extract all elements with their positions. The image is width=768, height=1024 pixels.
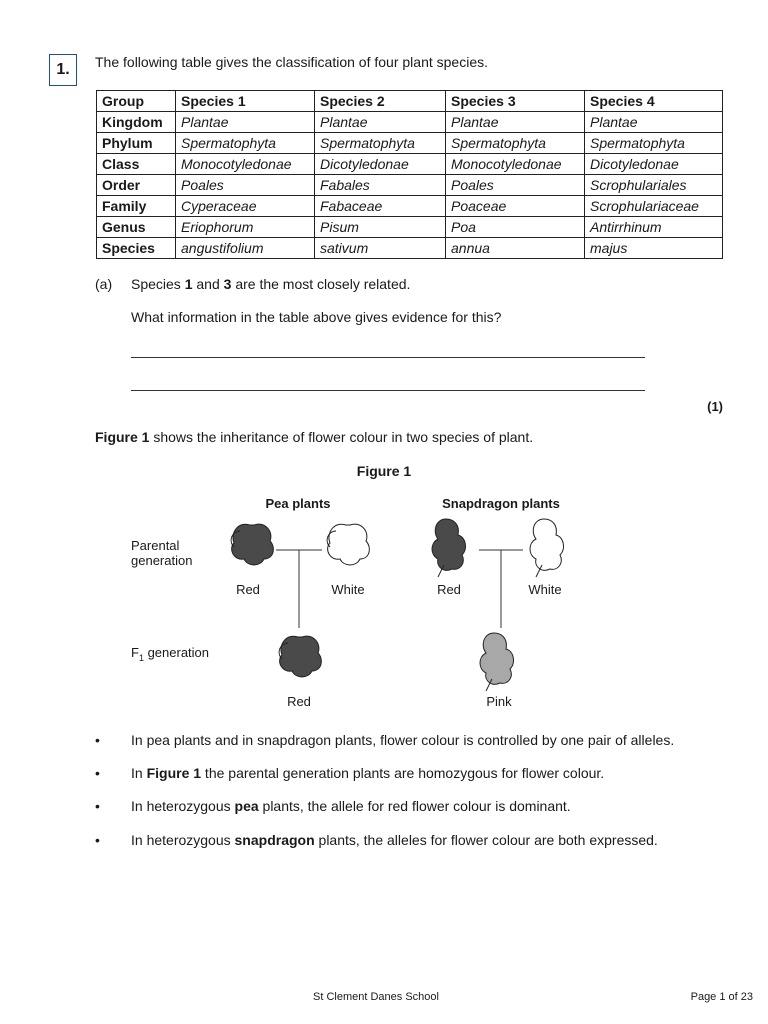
table-cell: Scrophulariaceae [585, 196, 723, 217]
bullet-text-pre: In heterozygous [131, 832, 235, 848]
bullet-item [131, 732, 674, 748]
answer-line[interactable] [131, 390, 645, 391]
pea-red-label: Red [236, 582, 260, 597]
table-row-group: Phylum [97, 133, 176, 154]
table-row-group: Order [97, 175, 176, 196]
parental-label-line1: Parental [131, 538, 180, 553]
table-cell: Spermatophyta [446, 133, 585, 154]
pea-red-flower-icon [231, 524, 273, 565]
classification-table [96, 90, 723, 259]
bullet-text-post: plants, the alleles for flower colour are both expressed. [314, 832, 658, 848]
snap-white-label: White [528, 582, 562, 597]
table-header-cell: Species 2 [315, 91, 446, 112]
f1-suffix: generation [143, 645, 210, 660]
table-row [97, 175, 723, 196]
bullet-marker: • [95, 798, 100, 814]
figure-intro [95, 429, 533, 445]
snapdragon-offspring-pink-flower-icon [480, 633, 513, 691]
part-a-statement-mid: and [192, 276, 224, 292]
table-cell: sativum [315, 238, 446, 259]
table-cell: Dicotyledonae [315, 154, 446, 175]
table-row-group: Family [97, 196, 176, 217]
table-cell: angustifolium [176, 238, 315, 259]
question-number-box: 1. [49, 54, 77, 86]
table-cell: Plantae [446, 112, 585, 133]
question-intro: The following table gives the classification of four plant species. [95, 54, 488, 70]
bullet-item [131, 765, 604, 781]
table-row [97, 112, 723, 133]
table-row-group: Class [97, 154, 176, 175]
part-a-question: What information in the table above gives evidence for this? [131, 309, 502, 325]
snapdragon-plants-heading: Snapdragon plants [442, 496, 560, 511]
part-a-statement-post: are the most closely related. [231, 276, 411, 292]
table-cell: Fabales [315, 175, 446, 196]
bullet-text-pre: In [131, 765, 147, 781]
table-cell: Poales [176, 175, 315, 196]
table-cell: Cyperaceae [176, 196, 315, 217]
part-a-statement-pre: Species [131, 276, 185, 292]
bullet-text-bold: Figure 1 [146, 765, 202, 781]
snapdragon-red-flower-icon [432, 519, 465, 577]
bullet-text-bold: pea [234, 798, 259, 814]
bullet-marker: • [95, 765, 100, 781]
table-row-group: Species [97, 238, 176, 259]
table-cell: Scrophulariales [585, 175, 723, 196]
table-header-cell: Species 1 [176, 91, 315, 112]
table-row [97, 217, 723, 238]
bullet-text-post: plants, the allele for red flower colour is dominant. [258, 798, 571, 814]
snapdragon-white-flower-icon [530, 519, 563, 577]
bullet-marker: • [95, 832, 100, 848]
table-cell: Poaceae [446, 196, 585, 217]
table-header-cell: Group [97, 91, 176, 112]
table-cell: Poa [446, 217, 585, 238]
snap-red-label: Red [437, 582, 461, 597]
table-cell: Dicotyledonae [585, 154, 723, 175]
table-row [97, 238, 723, 259]
part-a-species-1: 1 [184, 276, 193, 292]
table-row [97, 196, 723, 217]
bullet-item [131, 798, 571, 814]
figure-title: Figure 1 [356, 463, 412, 479]
pea-plants-heading: Pea plants [265, 496, 331, 511]
table-cell: Poales [446, 175, 585, 196]
part-a-label: (a) [95, 276, 113, 292]
footer-page-number: Page 1 of 23 [690, 991, 753, 1003]
table-cell: annua [446, 238, 585, 259]
f1-prefix: F [131, 645, 139, 660]
figure-ref: Figure 1 [95, 429, 150, 445]
bullet-text-pre: In pea plants and in snapdragon plants, flower colour is controlled by one pair of alleles. [131, 732, 675, 748]
parental-label-line2: generation [131, 553, 193, 568]
table-row [97, 133, 723, 154]
table-row-group: Genus [97, 217, 176, 238]
figure-intro-text: shows the inheritance of flower colour in two species of plant. [149, 429, 534, 445]
table-header-row [97, 91, 723, 112]
table-cell: Eriophorum [176, 217, 315, 238]
snap-offspring-label: Pink [486, 694, 512, 709]
f1-generation-label [131, 645, 209, 663]
marks-label: (1) [707, 399, 723, 414]
table-cell: Spermatophyta [585, 133, 723, 154]
inheritance-diagram [0, 485, 768, 715]
table-cell: Spermatophyta [315, 133, 446, 154]
table-row [97, 154, 723, 175]
bullet-text-post: the parental generation plants are homozygous for flower colour. [201, 765, 605, 781]
table-cell: Monocotyledonae [176, 154, 315, 175]
part-a-species-3: 3 [223, 276, 232, 292]
table-header-cell: Species 3 [446, 91, 585, 112]
part-a-statement [131, 276, 410, 292]
pea-white-label: White [331, 582, 365, 597]
table-cell: Antirrhinum [585, 217, 723, 238]
table-cell: Fabaceae [315, 196, 446, 217]
f1-subscript: 1 [138, 653, 144, 663]
table-row-group: Kingdom [97, 112, 176, 133]
bullet-text-bold: snapdragon [234, 832, 315, 848]
table-cell: Pisum [315, 217, 446, 238]
table-cell: Monocotyledonae [446, 154, 585, 175]
bullet-text-pre: In heterozygous [131, 798, 235, 814]
bullet-item [131, 832, 658, 848]
pea-white-flower-icon [327, 524, 369, 565]
bullet-marker: • [95, 732, 100, 748]
table-cell: Plantae [585, 112, 723, 133]
table-cell: Plantae [315, 112, 446, 133]
table-cell: majus [585, 238, 723, 259]
pea-offspring-red-flower-icon [279, 636, 321, 677]
table-cell: Spermatophyta [176, 133, 315, 154]
table-cell: Plantae [176, 112, 315, 133]
table-header-cell: Species 4 [585, 91, 723, 112]
pea-offspring-label: Red [287, 694, 311, 709]
footer-school: St Clement Danes School [313, 991, 439, 1003]
answer-line[interactable] [131, 357, 645, 358]
